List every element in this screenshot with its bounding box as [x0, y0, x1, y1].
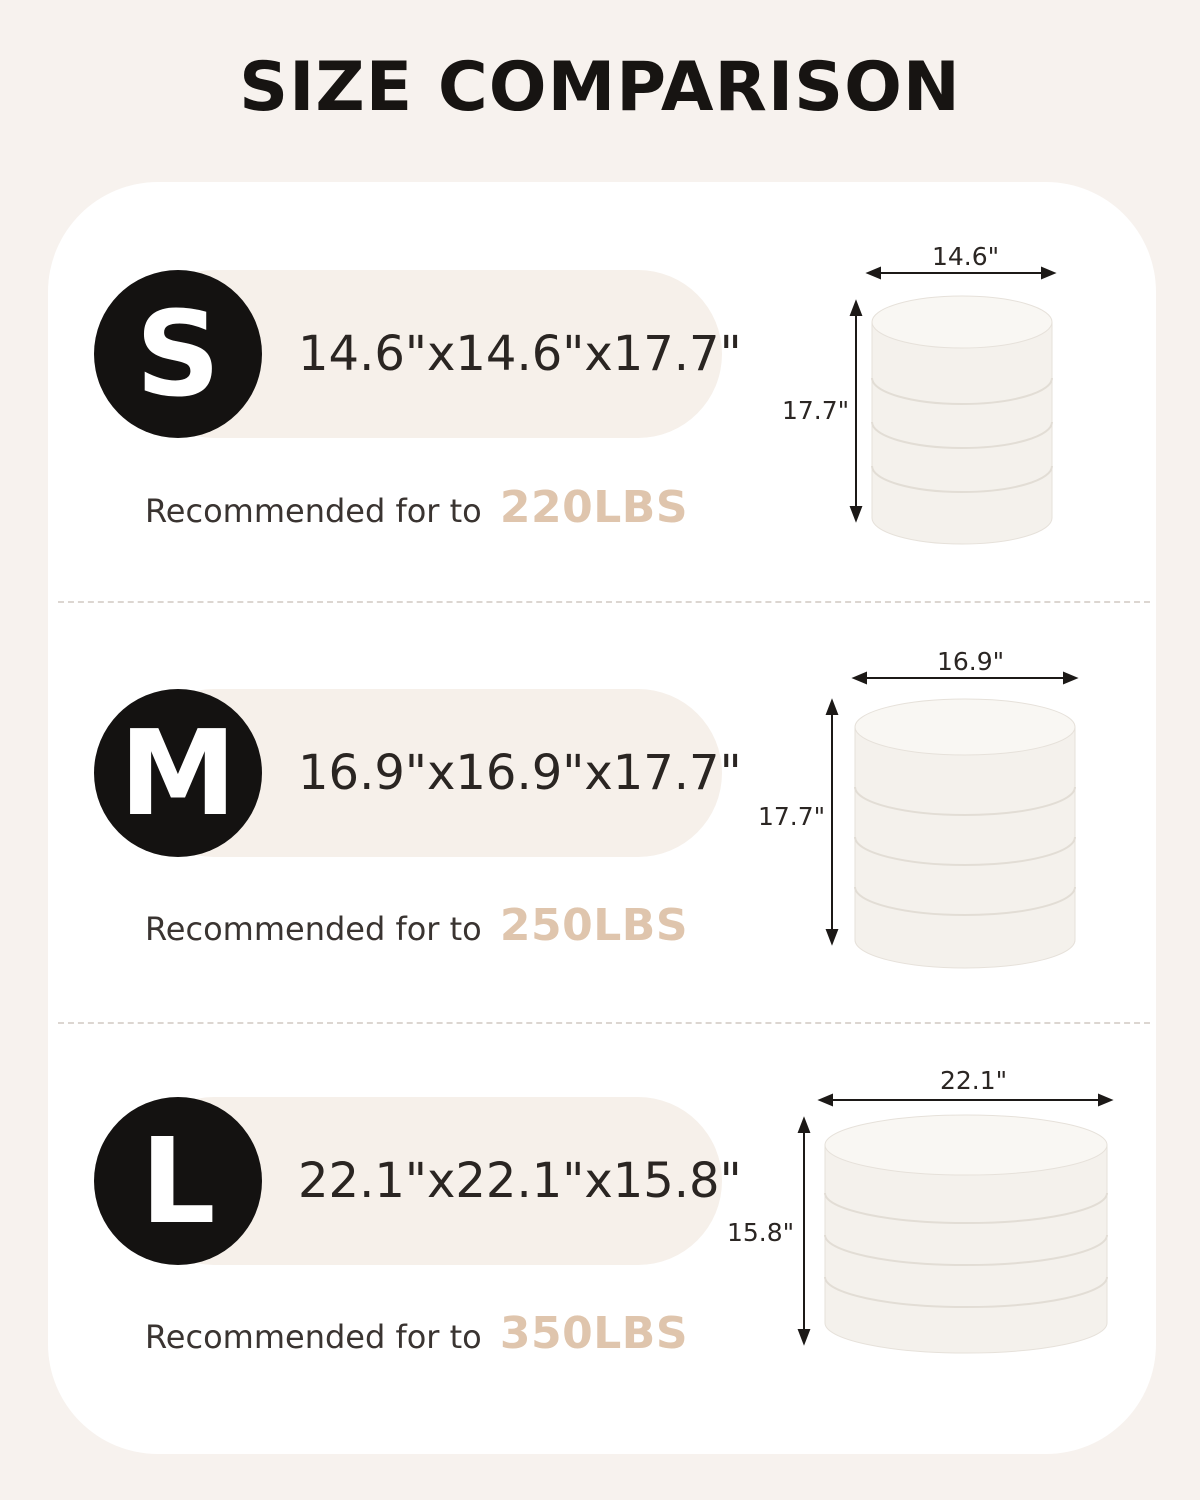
size-badge-s: S	[94, 270, 262, 438]
width-label: 14.6"	[932, 242, 1000, 271]
width-label: 16.9"	[937, 647, 1005, 676]
ottoman-large-illustration	[795, 1085, 1120, 1365]
height-label: 15.8"	[727, 1218, 795, 1247]
ottoman-small-illustration	[840, 260, 1070, 550]
recommendation-text	[145, 482, 688, 533]
weight-capacity: 350LBS	[499, 1308, 689, 1359]
recommendation-text	[145, 1308, 688, 1359]
height-label: 17.7"	[782, 396, 850, 425]
dimensions-text: 16.9"x16.9"x17.7"	[298, 745, 742, 801]
size-badge-l: L	[94, 1097, 262, 1265]
size-badge-m: M	[94, 689, 262, 857]
weight-capacity: 220LBS	[499, 482, 689, 533]
weight-capacity: 250LBS	[499, 900, 689, 951]
width-label: 22.1"	[940, 1066, 1008, 1095]
dimensions-text: 14.6"x14.6"x17.7"	[298, 326, 742, 382]
section-divider	[58, 1022, 1150, 1024]
recommendation-prefix: Recommended for to	[145, 492, 482, 530]
page-title: SIZE COMPARISON	[239, 48, 961, 127]
dimensions-text: 22.1"x22.1"x15.8"	[298, 1153, 742, 1209]
section-divider	[58, 601, 1150, 603]
ottoman-medium-illustration	[820, 665, 1090, 975]
recommendation-prefix: Recommended for to	[145, 1318, 482, 1356]
recommendation-prefix: Recommended for to	[145, 910, 482, 948]
height-label: 17.7"	[758, 802, 826, 831]
recommendation-text	[145, 900, 688, 951]
